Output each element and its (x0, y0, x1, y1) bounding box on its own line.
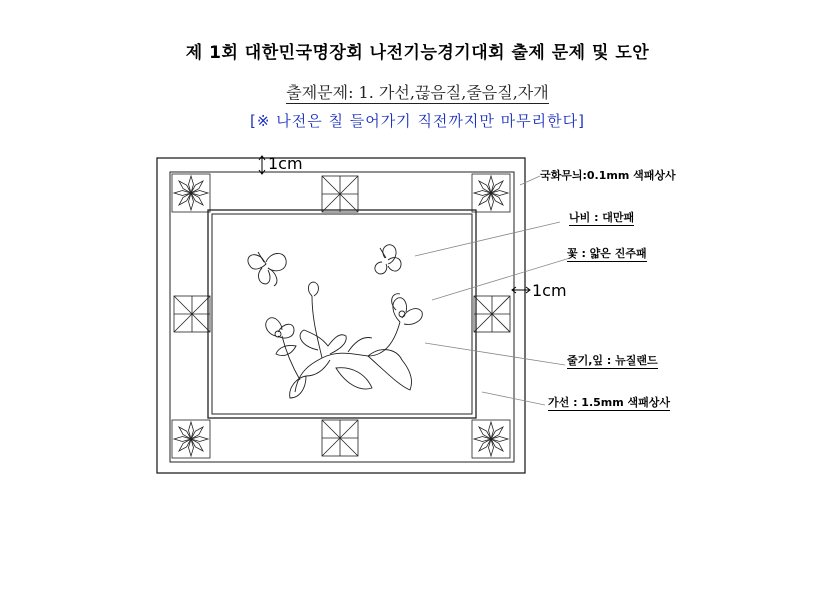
edge-square-pattern (174, 296, 210, 332)
notice: [※ 나전은 칠 들어가기 직전까지만 마무리한다] (250, 112, 585, 130)
flower-stem-group (266, 282, 423, 398)
dimension-top-label: 1cm (268, 154, 303, 173)
dimension-right-arrow (512, 287, 530, 293)
inner-panel (208, 210, 476, 418)
subtitle-text: 출제문제: 1. 가선,끊음질,줄음질,자개 (286, 83, 549, 102)
edge-square-pattern (322, 176, 358, 212)
leader-stem-leaf (425, 343, 565, 365)
corner-rosette (472, 174, 510, 212)
butterfly-right (375, 245, 401, 274)
edge-square-pattern (322, 420, 358, 456)
butterfly-left (248, 252, 286, 286)
label-edge-line: 가선 : 1.5mm 색패상사 (548, 396, 671, 409)
page-title: 제 1회 대한민국명장회 나전기능경기대회 출제 문제 및 도안 (185, 43, 650, 63)
label-stem-leaf: 줄기,잎 : 뉴질랜드 (567, 354, 658, 367)
corner-rosette (172, 174, 210, 212)
label-border-pattern: 국화무늬:0.1mm 색패상사 (540, 169, 676, 182)
dimension-top-arrow (259, 156, 265, 174)
edge-square-pattern (474, 296, 510, 332)
corner-rosette (472, 420, 510, 458)
dimension-right-label: 1cm (532, 281, 567, 300)
corner-rosette (172, 420, 210, 458)
label-flower: 꽃 : 얇은 진주패 (567, 247, 647, 260)
leader-border-pattern (520, 176, 540, 185)
label-butterfly: 나비 : 대만패 (569, 211, 635, 224)
inner-panel-line (212, 214, 472, 414)
leader-butterfly (415, 222, 560, 256)
